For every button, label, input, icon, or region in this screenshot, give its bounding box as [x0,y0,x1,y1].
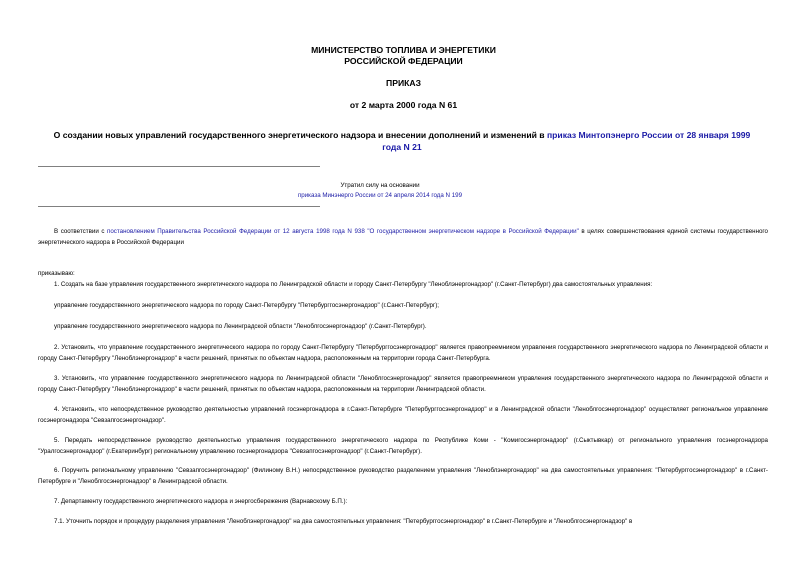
order-word: приказываю: [38,270,75,277]
status-note-line1: Утратил силу на основании [340,182,420,189]
document-date: от 2 марта 2000 года N 61 [349,100,458,110]
preamble [38,227,768,248]
document-title-text: О создании новых управлений государственного энергетического надзора и внесении дополнений и изменений в [53,130,545,140]
ministry-name-line1: МИНИСТЕРСТВО ТОПЛИВА И ЭНЕРГЕТИКИ [311,45,496,55]
item-7: 7. Департаменту государственного энергетического надзора и энергосбережения (Варнавскому Б.П.): [54,498,348,505]
item-6: 6. Поручить региональному управлению "Севзапгосэнергонадзор" (Филиному В.Н.) непосредственное руководство разделением управления "Леноблэнергонадзор" на два самостоятельных управления: "Петербурггосэнергонадзор" в г.Санкт-Петербурге и "Леноблгосэнергонадзор" в Ленинградской области. [38,467,768,485]
item-5: 5. Передать непосредственное руководство деятельностью управления государственного энергетического надзора по Республике Коми - "Комигосэнергонадзор" (г.Сыктывкар) от регионального управления госэнергонадзора "Уралгосэнергонадзор" (г.Екатеринбург) региональному управлению госэнергонадзора "Севзапгосэнергонадзор" (г.Санкт-Петербург). [38,437,768,455]
item-2: 2. Установить, что управление государственного энергетического надзора по городу Санкт-Петербургу "Петербурггосэнергонадзор" является правопреемником управления государственного энергетического надзора по Ленинградской области и городу Санкт-Петербургу "Леноблэнергонадзор" в части решений, принятых по объектам надзора, расположенным на территории города Санкт-Петербурга. [38,344,768,362]
preamble-text-before: В соответствии с [54,228,105,235]
ministry-name-line2: РОССИЙСКОЙ ФЕДЕРАЦИИ [344,56,463,66]
document-title [46,129,758,153]
divider-top [38,166,320,167]
document-type: ПРИКАЗ [386,78,421,88]
item-4: 4. Установить, что непосредственное руководство деятельностью управлений госэнергонадзора в г.Санкт-Петербурге "Петербурггосэнергонадзор" и в Ленинградской области "Леноблгосэнергонадзор" осуществляет региональное управление госэнергонадзора "Севзапгосэнергонадзор". [38,406,768,424]
item-7-1: 7.1. Уточнить порядок и процедуру разделения управления "Леноблэнергонадзор" на два самостоятельных управления: "Петербурггосэнергонадзор" в г.Санкт-Петербурге и "Леноблгосэнергонадзор" в [54,518,633,525]
government-decree-link[interactable]: постановлением Правительства Российской Федерации от 12 августа 1998 года N 938 "О государственном энергетическом надзоре в Российской Федерации" [107,228,579,235]
item-3: 3. Установить, что управление государственного энергетического надзора по Ленинградской области "Леноблгосэнергонадзор" является правопреемником управления государственного энергетического надзора по Ленинградской области и городу Санкт-Петербургу "Леноблэнергонадзор" в части решений, принятых по объектам надзора, расположенным на территории Ленинградской области. [38,375,768,393]
preamble-text-after: в целях совершенствования единой системы государственного энергетического надзора в Российской Федерации [38,228,768,246]
item-1-a: управление государственного энергетического надзора по городу Санкт-Петербургу "Петербурггосэнергонадзор" (г.Санкт-Петербург); [54,302,439,309]
item-1-b: управление государственного энергетического надзора по Ленинградской области "Леноблгосэнергонадзор" (г.Санкт-Петербург). [54,323,427,330]
item-1: 1. Создать на базе управления государственного энергетического надзора по Ленинградской области и городу Санкт-Петербургу "Леноблэнергонадзор" (г.Санкт-Петербург) два самостоятельных управления: [54,281,653,288]
repeal-order-link[interactable]: приказа Минэнерго России от 24 апреля 2014 года N 199 [297,192,463,199]
divider-bottom [38,206,320,207]
amended-order-link[interactable]: приказ Минтопэнерго России от 28 января 1999 года N 21 [382,130,751,152]
